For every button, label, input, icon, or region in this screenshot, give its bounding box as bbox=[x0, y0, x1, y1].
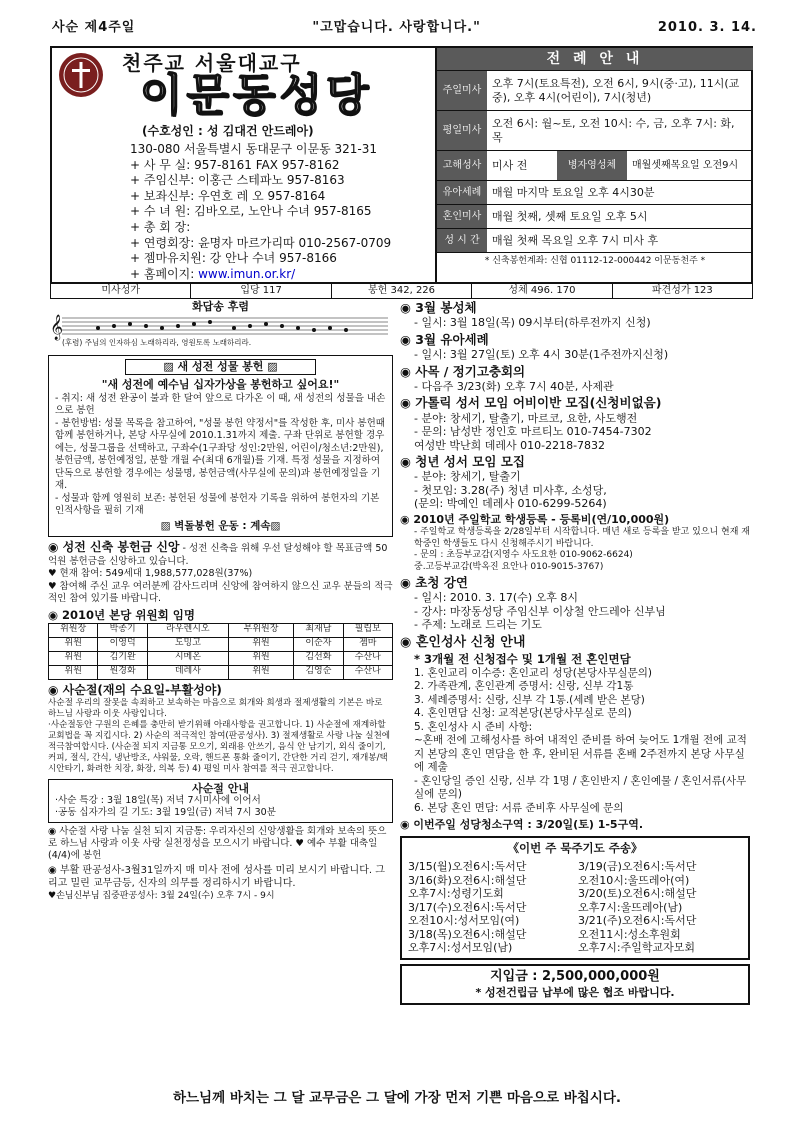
contact-line: + 총 회 장: bbox=[130, 219, 191, 234]
hymn-cell: 파견성가 123 bbox=[651, 285, 713, 296]
lent-paragraph: ·사순절동안 구원의 은혜를 충만히 받기위해 아래사항을 권고합니다. 1) 사순절에 재계하할 교회법을 꼭 지킵시다. 2) 사순의 적극적인 참여(판공성사). 3) 절제생활로 사랑 나눔 실천에 적극참여합시다. (사순절 되지 지금통 모으기, 외래용 안쓰기, 음식 안 남기기, 외식 줄이기, 커피, 절식, 간식, 냉난방조, 샤워물, 오락, 핸드폰 통화 줄이기, 간단한 거리 걷기, 재개봉/택시안타기, 화려한 치장, 화장, 의복 등) 4) 평일 미사 참여를 적극 권고합니다. bbox=[48, 720, 391, 775]
announcement-line: - 주일학교 학생등록을 2/28일부터 시작합니다. 매년 새로 등록을 받고 있으니 현재 재학중인 학생들도 다시 신청해주시기 바랍니다. bbox=[414, 527, 750, 549]
contact-line: + 주임신부: 이홍근 스테파노 957-8163 bbox=[130, 173, 345, 188]
wedding-item: 1. 혼인교리 이수증: 혼인교리 성당(본당사무실문의) bbox=[414, 666, 652, 679]
rosary-grid bbox=[408, 860, 742, 955]
mass-row bbox=[437, 110, 753, 150]
rosary-title: 《이번 주 묵주기도 주송》 bbox=[507, 841, 643, 856]
hymn-cell: 입당 117 bbox=[191, 284, 331, 298]
announcement-line: - 다음주 3/23(화) 오후 7시 40분, 사제관 bbox=[414, 379, 614, 393]
announcement-line: (문의: 박예인 데레사 010-6299-5264) bbox=[414, 497, 607, 511]
announcement-item bbox=[400, 364, 750, 394]
contact-line: + 수 녀 원: 김바오로, 노안나 수녀 957-8165 bbox=[130, 204, 372, 219]
committee-cell: 시메온 bbox=[147, 651, 228, 665]
committee-cell: 위원 bbox=[228, 651, 293, 665]
fund-title: ◉ 성전 신축 봉헌금 신앙 bbox=[48, 540, 180, 555]
committee-row bbox=[49, 623, 393, 637]
committee-cell: 이순자 bbox=[294, 637, 343, 651]
wedding-item: 5. 혼인성사 시 준비 사항: bbox=[414, 720, 533, 733]
hymn-cell: 미사성가 bbox=[51, 284, 191, 298]
wedding-item: - 혼인당일 증인 신랑, 신부 각 1명 / 혼인반지 / 혼인예물 / 혼인서류(사무실에 문의) bbox=[414, 774, 747, 801]
committee-cell: 박종기 bbox=[98, 623, 147, 637]
committee-cell: 최재남 bbox=[294, 623, 343, 637]
psalm-lyrics: (후렴) 주님의 인자하심 노래하리라, 영원토록 노래하리라. bbox=[62, 338, 252, 348]
lent-guide-box bbox=[48, 779, 393, 823]
parish-name: 이문동성당 bbox=[140, 70, 373, 121]
liturgy-title: 전 례 안 내 bbox=[437, 48, 753, 70]
rosary-right bbox=[578, 860, 742, 955]
announcement-item bbox=[400, 332, 750, 362]
announcement-line: - 문의 : 초등부교감(지영수 사도요한 010-9062-6624) bbox=[414, 550, 633, 561]
dedication-footer: ▨ 벽돌봉헌 운동 : 계속▨ bbox=[160, 519, 281, 532]
rosary-entry: 오후7시:주일학교자모회 bbox=[578, 941, 695, 955]
cleaning-schedule: ◉ 이번주일 성당청소구역 : 3/20일(토) 1-5구역. bbox=[400, 818, 643, 832]
homepage-link[interactable]: www.imun.or.kr/ bbox=[198, 266, 296, 281]
dedication-title: ▨ 새 성전 성물 봉헌 ▨ bbox=[125, 359, 316, 375]
announcement-title: ◉ 초청 강연 bbox=[400, 575, 468, 591]
svg-text:𝄞: 𝄞 bbox=[50, 315, 64, 341]
donation-bag-text: ◉ 사순절 사랑 나눔 실천 되지 지금통: 우리자신의 신앙생활을 회개와 보속의 뜻으로 하느님 사랑과 이웃 사랑 실천정성을 모으시기 바랍니다. ♥ 예수 부활 대축일(4/4)에 봉헌 bbox=[48, 826, 387, 862]
mass-row-text: 매월 첫째 목요일 오후 7시 미사 후 bbox=[492, 233, 659, 247]
announcement-title: ◉ 2010년 주일학교 학생등록 - 등록비(연/10,000원) bbox=[400, 512, 670, 526]
announcement-title: ◉ 사목 / 정기고충회의 bbox=[400, 363, 526, 379]
lent-section bbox=[48, 683, 393, 776]
committee-cell: 젬마 bbox=[343, 637, 392, 651]
announcement-title: ◉ 가톨릭 성서 모임 어비이반 모집(신청비없음) bbox=[400, 395, 662, 411]
committee-row bbox=[49, 651, 393, 665]
contact-line: + 연령회장: 윤명자 마르가리따 010-2567-0709 bbox=[130, 235, 392, 250]
committee-cell: 수산나 bbox=[343, 665, 392, 679]
top-bar bbox=[52, 20, 757, 40]
announcement-title: ◉ 3월 봉성체 bbox=[400, 300, 477, 315]
committee-cell: 수산나 bbox=[343, 651, 392, 665]
committee-table bbox=[48, 623, 393, 680]
mass-row-text: 매월 마지막 토요일 오후 4시30분 bbox=[492, 185, 655, 199]
committee-cell: 위원 bbox=[49, 651, 98, 665]
rosary-entry: 오전10시:울뜨레아(여) bbox=[578, 873, 690, 887]
committee-cell: 데레사 bbox=[147, 665, 228, 679]
patron-saint: (수호성인 : 성 김대건 안드레아) bbox=[142, 124, 314, 138]
committee-cell: 위원 bbox=[228, 637, 293, 651]
mass-row-text: 매월 첫째, 셋째 토요일 오후 5시 bbox=[492, 209, 648, 223]
contact-line: + 보좌신부: 우연호 레 오 957-8164 bbox=[130, 188, 326, 203]
lent-guide-line: ·사순 특강 : 3월 18일(목) 저녁 7시미사에 이어서 bbox=[55, 795, 261, 807]
music-staff-icon bbox=[48, 314, 393, 348]
mass-row-label: 성 시 간 bbox=[437, 229, 487, 252]
rosary-entry: 3/16(화)오전6시:해설단 bbox=[408, 873, 527, 887]
wedding-section bbox=[400, 635, 750, 815]
wedding-item: ~혼배 전에 고해성사를 하여 내적인 준비를 하여 늦어도 1개월 전에 교적지 본당의 혼인 면담을 한 후, 완비된 서류를 혼배 2주전까지 본당 사무실에 제출 bbox=[414, 734, 747, 774]
parish-seal-icon bbox=[58, 52, 104, 98]
rosary-entry: 3/21(주)오전6시:독서단 bbox=[578, 914, 697, 928]
mass-row bbox=[437, 204, 753, 228]
announcement-item bbox=[400, 395, 750, 452]
rosary-entry: 오전10시:성서모임(여) bbox=[408, 914, 520, 928]
confession-label: 고해성사 bbox=[437, 151, 487, 180]
wedding-title: ◉ 혼인성사 신청 안내 bbox=[400, 634, 526, 650]
lent-title: ◉ 사순절(재의 수요일-부활성야) bbox=[48, 682, 222, 697]
announcement-item bbox=[400, 454, 750, 511]
announcement-line: - 분야: 창세기, 탈출기, 마르코, 요한, 사도행전 bbox=[414, 411, 638, 425]
confession-time: 미사 전 bbox=[492, 158, 528, 172]
committee-cell: 위원 bbox=[49, 637, 98, 651]
announcement-title: ◉ 청년 성서 모임 모집 bbox=[400, 454, 525, 469]
left-column bbox=[48, 300, 393, 903]
week-label: 사순 제4주일 bbox=[52, 20, 136, 35]
mass-row-label: 주일미사 bbox=[437, 71, 487, 110]
committee-row bbox=[49, 665, 393, 679]
rosary-left bbox=[408, 860, 572, 955]
mass-row-text: 오전 6시: 월~토, 오전 10시: 수, 금, 오후 7시: 화, 목 bbox=[492, 116, 735, 144]
mass-row-label: 혼인미사 bbox=[437, 205, 487, 228]
rosary-entry: 3/15(월)오전6시:독서단 bbox=[408, 860, 527, 874]
easter-confession-text: ◉ 부활 판공성사-3월31일까지 매 미사 전에 성사를 미리 보시기 바랍니다. 그리고 밀린 교무금등, 신자의 의무를 정리하시기 바랍니다. bbox=[48, 865, 385, 889]
committee-cell: 김영순 bbox=[294, 665, 343, 679]
confession-row bbox=[437, 150, 753, 180]
committee-title: ◉ 2010년 본당 위원회 임명 bbox=[48, 607, 195, 622]
announcement-line: - 분야: 창세기, 탈출기 bbox=[414, 470, 521, 484]
contact-line: + 사 무 실: 957-8161 FAX 957-8162 bbox=[130, 157, 340, 172]
dedication-item: - 봉헌방법: 성물 목록을 참고하여, "성물 봉헌 약정서"를 작성한 후, 미사 봉헌때 함께 봉헌하거나, 본당 사무실에 2010.1.31까지 제출. 구좌 단위로 봉헌할 경우에는, 성물그룹을 선택하고, 구좌수(1구좌당 성인:2만원, 어린이/청소년:2만원), 봉헌금액, 봉헌예정일, 분할 개월 수(최대 6개월)를 기재. 특정 성물을 지정하여 단독으로 봉헌할 경우에는 성물명, 봉헌금액(사무실에 문의)과 봉헌예정일을 기재. bbox=[55, 417, 385, 492]
committee-cell: 김기완 bbox=[98, 651, 147, 665]
lent-paragraph: 사순절 우리의 잘못을 속죄하고 보속하는 마음으로 회개와 희생과 절제생활의 기본은 바로 하느님 사랑과 이웃 사랑입니다. bbox=[48, 698, 383, 720]
announcement-line: - 일시: 3월 27일(토) 오후 4시 30분(1주전까지신청) bbox=[414, 348, 669, 361]
lent-guide-line: ·공동 십자가의 길 기도: 3월 19일(금) 저녁 7시 30분 bbox=[55, 807, 276, 819]
target-note: * 성전건립금 납부에 많은 협조 바랍니다. bbox=[475, 985, 675, 999]
committee-cell: 위원 bbox=[228, 665, 293, 679]
committee-cell: 도밍고 bbox=[147, 637, 228, 651]
dedication-box bbox=[48, 355, 393, 537]
announcement-item bbox=[400, 575, 750, 632]
slogan: "고맙습니다. 사랑합니다." bbox=[312, 20, 481, 35]
announcement-line: - 첫모임: 3.28(주) 청년 미사후, 소성당, bbox=[414, 483, 607, 497]
wedding-subtitle: * 3개월 전 신청접수 및 1개월 전 혼인면담 bbox=[414, 651, 631, 666]
contact-line: 130-080 서울특별시 동대문구 이문동 321-31 bbox=[130, 142, 378, 156]
rosary-entry: 오후7시:울뜨레아(남) bbox=[578, 900, 683, 914]
mass-row bbox=[437, 180, 753, 204]
committee-cell: 김선화 bbox=[294, 651, 343, 665]
mass-row-text: 오후 7시(토요특전), 오전 6시, 9시(중·고), 11시(교중), 오후 4시(어린이), 7시(청년) bbox=[492, 76, 740, 104]
mass-row bbox=[437, 70, 753, 110]
dedication-item: - 성물과 함께 영원히 보존: 봉헌된 성물에 봉헌자 기록을 위하여 봉헌자의 기본인적사항을 필히 기재 bbox=[55, 492, 380, 517]
mass-row-label: 유아세례 bbox=[437, 181, 487, 204]
contact-line: + 젬마유치원: 강 안나 수녀 957-8166 bbox=[130, 251, 337, 266]
committee-cell: 위원 bbox=[49, 665, 98, 679]
announcement-line: - 일시: 2010. 3. 17(수) 오후 8시 bbox=[414, 591, 578, 605]
diocese-name: 천주교 서울대교구 bbox=[122, 51, 302, 75]
fund-section bbox=[48, 541, 393, 606]
rosary-entry: 3/20(토)오전6시:해설단 bbox=[578, 887, 697, 901]
exposition-label: 병자영성체 bbox=[557, 151, 627, 180]
rosary-entry: 오후7시:성령기도회 bbox=[408, 887, 504, 901]
footer-message: 하느님께 바치는 그 달 교무금은 그 달에 가장 먼저 기쁜 마음으로 바칩시다. bbox=[172, 1090, 622, 1106]
target-box bbox=[400, 964, 750, 1005]
header-box bbox=[50, 46, 753, 284]
hymn-numbers bbox=[50, 283, 753, 299]
dedication-item: - 취지: 새 성전 완공이 불과 한 달여 앞으로 다가온 이 때, 새 성전의 성물을 내손으로 봉헌 bbox=[55, 392, 386, 417]
wedding-item: 4. 혼인면담 신청: 교적본당(본당사무실로 문의) bbox=[414, 707, 632, 720]
wedding-item: 3. 세례증명서: 신랑, 신부 각 1통.(세례 받은 본당) bbox=[414, 693, 645, 706]
rosary-box bbox=[400, 836, 750, 959]
rosary-entry: 3/18(목)오전6시:해설단 bbox=[408, 927, 527, 941]
guest-priest-note: ♥손님신부님 집중판공성사: 3월 24일(수) 오후 7시 - 9시 bbox=[48, 891, 275, 902]
exposition-time: 매월셋째목요일 오전9시 bbox=[632, 159, 739, 171]
dedication-subtitle: "새 성전에 예수님 십자가상을 봉헌하고 싶어요!" bbox=[101, 378, 340, 392]
rosary-entry: 3/19(금)오전6시:독서단 bbox=[578, 860, 697, 874]
announcement-item bbox=[400, 300, 750, 330]
committee-cell: 필립보 bbox=[343, 623, 392, 637]
wedding-item: 6. 본당 혼인 면담: 서류 준비후 사무실에 문의 bbox=[414, 801, 624, 814]
rosary-entry: 오후7시:성서모임(남) bbox=[408, 941, 513, 955]
announcement-line: - 일시: 3월 18일(목) 09시부터(하루전까지 신청) bbox=[414, 316, 651, 330]
committee-row bbox=[49, 637, 393, 651]
issue-date: 2010. 3. 14. bbox=[657, 20, 757, 35]
wedding-list bbox=[400, 667, 750, 816]
fund-thanks: ♥ 참여해 주신 교우 여러분께 감사드리며 신앙에 참여하지 않으신 교우 분들의 적극적인 참여 있기를 바랍니다. bbox=[48, 580, 393, 605]
mass-row-label: 평일미사 bbox=[437, 111, 487, 150]
hymn-cell: 봉헌 342, 226 bbox=[332, 284, 472, 298]
committee-cell: 이영덕 bbox=[98, 637, 147, 651]
announcement-line: 중.고등부교감(박옥진 요안나 010-9015-3767) bbox=[414, 561, 604, 572]
fund-text: - 성전 신축을 위해 우선 달성해야 할 목표금액 50억원 봉헌금을 신앙하고 있습니다. bbox=[48, 543, 388, 567]
hymn-cell: 성체 496. 170 bbox=[472, 284, 612, 298]
rosary-entry: 오전11시:성소후원회 bbox=[578, 927, 681, 941]
parish-contacts bbox=[130, 142, 391, 282]
mass-row bbox=[437, 228, 753, 252]
lent-guide-title: 사순절 안내 bbox=[192, 782, 249, 796]
announcement-line: - 강사: 마장동성당 주임신부 이상철 안드레아 신부님 bbox=[414, 604, 666, 618]
psalm-title: 화답송 후렴 bbox=[192, 300, 249, 313]
right-column bbox=[400, 300, 750, 1005]
announcement-line: - 주제: 노래로 드리는 기도 bbox=[414, 618, 542, 632]
committee-cell: 위원장 bbox=[49, 623, 98, 637]
liturgy-schedule bbox=[435, 48, 753, 282]
rosary-entry: 3/17(수)오전6시:독서단 bbox=[408, 900, 527, 914]
announcement-item bbox=[400, 513, 750, 573]
announcement-title: ◉ 3월 유아세례 bbox=[400, 331, 489, 347]
account-note: * 신축봉헌계좌: 신협 01112-12-000442 이문동천주 * bbox=[437, 252, 753, 271]
announcement-list bbox=[400, 300, 750, 632]
committee-cell: 라우렌시오 bbox=[147, 623, 228, 637]
homepage-line: + 홈페이지: www.imun.or.kr/ bbox=[130, 266, 296, 281]
fund-current: ♥ 현재 참여: 549세대 1,988,577,028원(37%) bbox=[48, 568, 253, 580]
wedding-item: 2. 가족관계, 혼인관계 증명서: 신랑, 신부 각1통 bbox=[414, 680, 634, 693]
committee-cell: 원경화 bbox=[98, 665, 147, 679]
announcement-line: - 문의: 남성반 정인호 마르티노 010-7454-7302 bbox=[414, 425, 652, 438]
announcement-line: 여성반 박난희 데레사 010-2218-7832 bbox=[414, 438, 606, 452]
target-amount: 지입금 : 2,500,000,000원 bbox=[490, 968, 660, 984]
committee-cell: 부위원장 bbox=[228, 623, 293, 637]
